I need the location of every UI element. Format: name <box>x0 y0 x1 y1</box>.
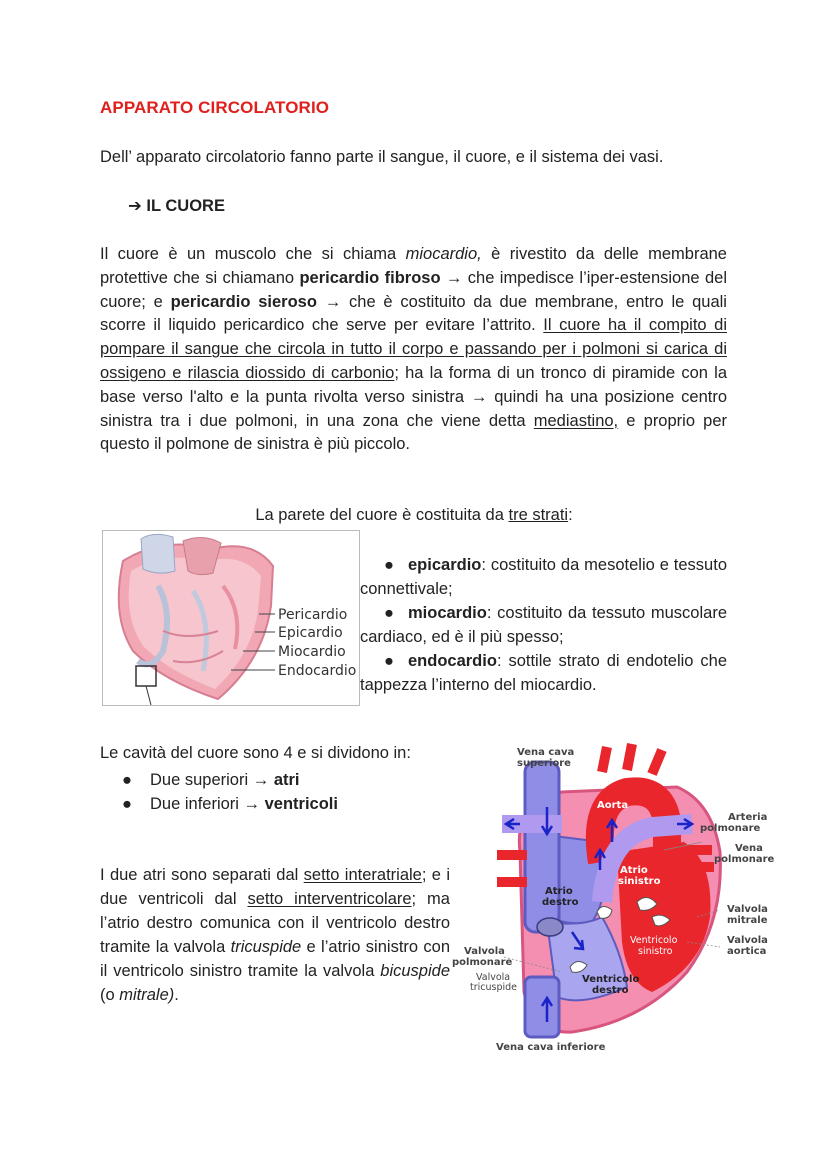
label-vena-polmonare-2: polmonare <box>714 854 775 865</box>
heart-anatomy-diagram <box>452 742 782 1060</box>
mediastino-term: mediastino, <box>533 411 619 430</box>
label-valvola-tricuspide-2: tricuspide <box>470 982 518 993</box>
cavities-list <box>122 768 338 816</box>
label-atrio-sinistro-2: sinistro <box>618 876 661 887</box>
arrow-icon: ➔ <box>128 197 142 215</box>
label-valvola-aortica-2: aortica <box>727 946 767 957</box>
label-vena-polmonare-1: Vena <box>735 843 763 854</box>
cavities-intro: Le cavità del cuore sono 4 e si dividono in: <box>100 744 411 762</box>
label-arteria-polmonare-1: Arteria <box>728 812 768 823</box>
label-epicardio: Epicardio <box>278 625 343 641</box>
label-valvola-polmonare-1: Valvola <box>464 946 505 957</box>
section-heading <box>128 196 225 216</box>
underlined-sentence: Il cuore ha il compito di pompare il sangue che circola in tutto il corpo e passando per i polmoni si carica di ossigeno e rilascia diossido di carbonio <box>100 316 728 382</box>
heart-wall-image <box>102 530 360 706</box>
septa-paragraph: I due atri sono separati dal setto interatriale; e i due ventricoli dal setto interventricolare; ma l’atrio destro comunica con il ventricolo destro tramite la valvola tricuspide e l’atrio sinistro con il ventricolo sinistro tramite la valvola bicuspide (o mitrale). <box>100 866 450 1004</box>
label-valvola-mitrale-1: Valvola <box>727 904 768 915</box>
label-vena-cava-sup-1: Vena cava <box>517 747 575 758</box>
list-item: ● Due superiori → atri <box>122 771 300 789</box>
label-valvola-tricuspide-1: Valvola <box>476 972 511 983</box>
intro-text: Dell’ apparato circolatorio fanno parte il sangue, il cuore, e il sistema dei vasi. <box>100 148 664 166</box>
label-miocardio: Miocardio <box>278 644 346 660</box>
label-valvola-polmonare-2: polmonare <box>452 957 513 968</box>
layers-heading: La parete del cuore è costituita da tre strati: <box>255 506 573 524</box>
label-valvola-aortica-1: Valvola <box>727 935 768 946</box>
label-vena-cava-inf: Vena cava inferiore <box>496 1042 606 1053</box>
label-ventricolo-sinistro-1: Ventricolo <box>630 935 678 946</box>
label-atrio-destro-1: Atrio <box>545 886 573 897</box>
label-ventricolo-sinistro-2: sinistro <box>638 946 673 957</box>
list-item: ● epicardio: costituito da mesotelio e tessuto connettivale; <box>360 556 727 598</box>
section-heading-label: IL CUORE <box>146 197 225 215</box>
label-ventricolo-destro-2: destro <box>592 985 629 996</box>
page-title: APPARATO CIRCOLATORIO <box>100 98 330 117</box>
list-item: ● miocardio: costituito da tessuto muscolare cardiaco, ed è il più spesso; <box>360 604 727 646</box>
layers-list <box>360 553 727 697</box>
label-aorta: Aorta <box>597 800 629 811</box>
heart-paragraph: Il cuore è un muscolo che si chiama miocardio, è rivestito da delle membrane protettive che si chiamano pericardio fibroso → che impedisce l’iper-estensione del cuore; e pericardio sieroso → che è costituito da due membrane, entro le quali scorre il liquido pericardico che serve per evitare l’attrito. Il cuore ha il compito di pompare il sangue che circola in tutto il corpo e passando per i polmoni si carica di ossigeno e rilascia diossido di carbonio; ha la forma di un tronco di piramide con la base verso l'alto e la punta rivolta verso sinistra → quindi ha una posizione centro sinistra tra i due polmoni, in una zona che viene detta mediastino, e proprio per questo il polmone de sinistra è più piccolo. <box>100 245 728 454</box>
label-ventricolo-destro-1: Ventricolo <box>582 974 640 985</box>
label-atrio-destro-2: destro <box>542 897 579 908</box>
label-valvola-mitrale-2: mitrale <box>727 915 768 926</box>
label-vena-cava-sup-2: superiore <box>517 758 571 769</box>
label-pericardio: Pericardio <box>278 607 348 623</box>
label-arteria-polmonare-2: polmonare <box>700 823 761 834</box>
label-endocardio: Endocardio <box>278 663 357 679</box>
list-item: ● Due inferiori → ventricoli <box>122 795 338 813</box>
label-atrio-sinistro-1: Atrio <box>620 865 648 876</box>
list-item: ● endocardio: sottile strato di endotelio che tappezza l’interno del miocardio. <box>360 652 727 694</box>
